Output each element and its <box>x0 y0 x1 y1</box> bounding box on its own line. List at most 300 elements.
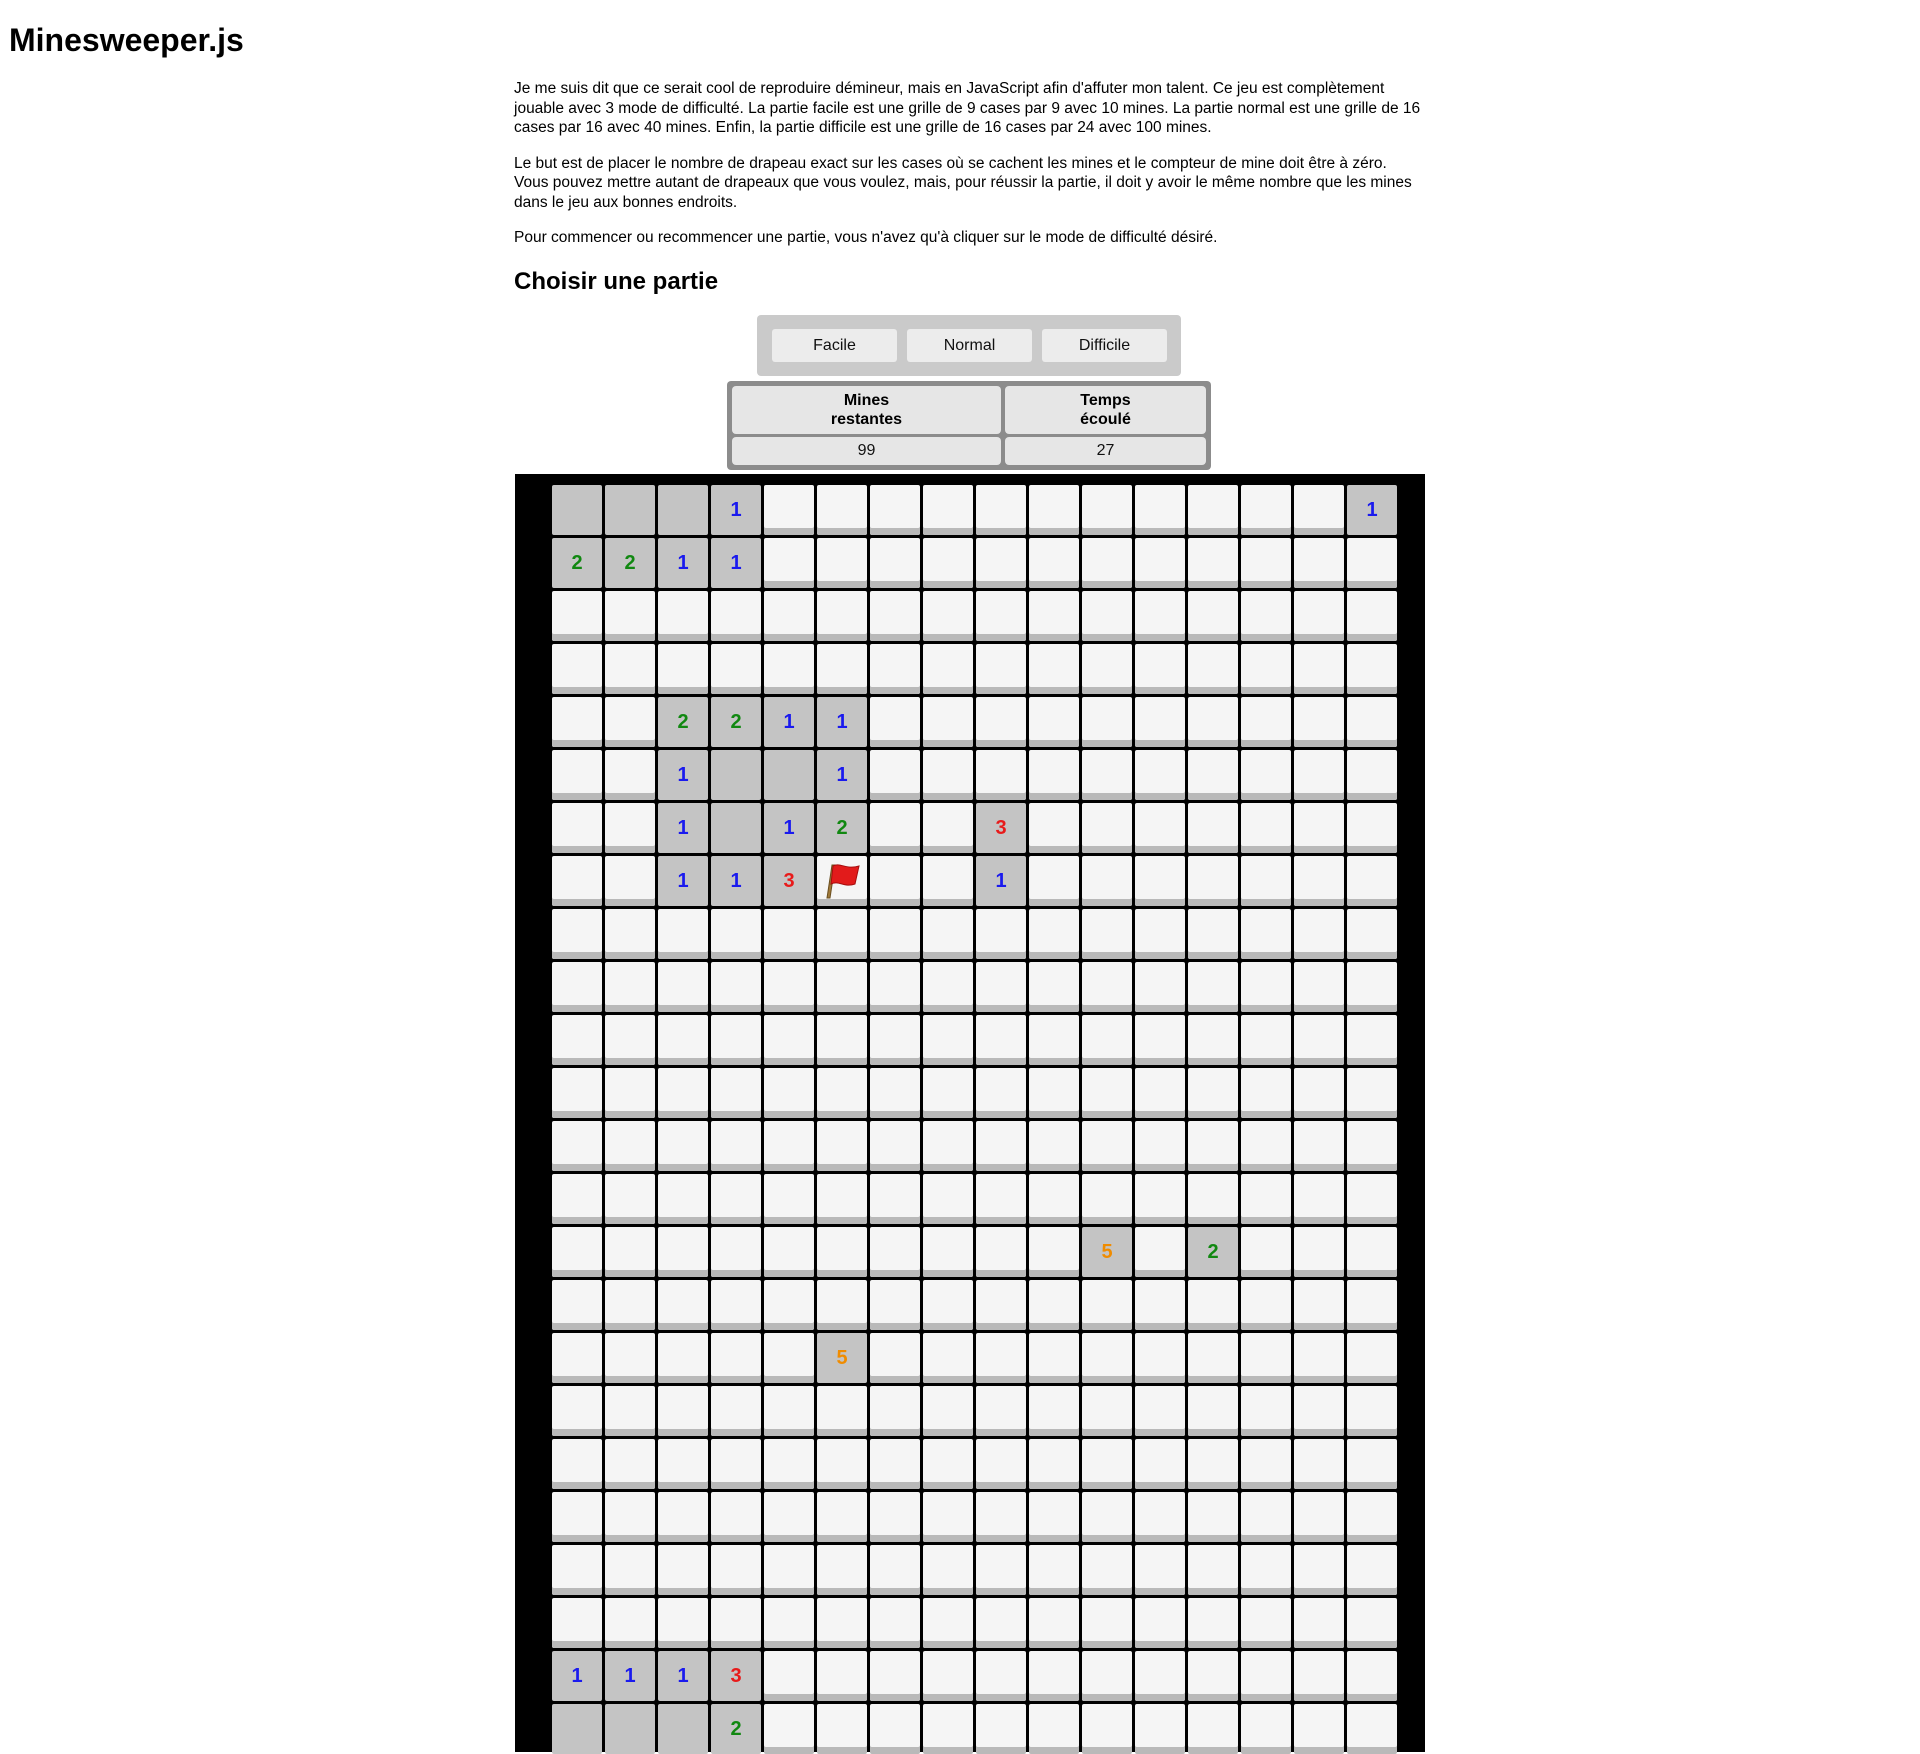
hidden-tile[interactable] <box>764 1333 814 1383</box>
hidden-tile[interactable] <box>1347 1333 1397 1383</box>
hidden-tile[interactable] <box>764 1068 814 1118</box>
hidden-tile[interactable] <box>1241 750 1291 800</box>
hidden-tile[interactable] <box>1241 1174 1291 1224</box>
hidden-tile[interactable] <box>1241 1333 1291 1383</box>
hidden-tile[interactable] <box>1294 485 1344 535</box>
hidden-tile[interactable] <box>976 1598 1026 1648</box>
hidden-tile[interactable] <box>1135 909 1185 959</box>
hidden-tile[interactable] <box>1241 1280 1291 1330</box>
hidden-tile[interactable] <box>870 1068 920 1118</box>
hidden-tile[interactable] <box>1188 1174 1238 1224</box>
hidden-tile[interactable] <box>923 962 973 1012</box>
hidden-tile[interactable] <box>711 1227 761 1277</box>
hidden-tile[interactable] <box>923 1439 973 1489</box>
hidden-tile[interactable] <box>870 644 920 694</box>
hidden-tile[interactable] <box>1082 1333 1132 1383</box>
hidden-tile[interactable] <box>658 1227 708 1277</box>
hidden-tile[interactable] <box>1347 1492 1397 1542</box>
hidden-tile[interactable] <box>1347 1651 1397 1701</box>
hidden-tile[interactable] <box>870 697 920 747</box>
hidden-tile[interactable] <box>1135 644 1185 694</box>
hidden-tile[interactable] <box>1082 538 1132 588</box>
hidden-tile[interactable] <box>552 1280 602 1330</box>
hidden-tile[interactable] <box>1135 1598 1185 1648</box>
hidden-tile[interactable] <box>817 1386 867 1436</box>
hidden-tile[interactable] <box>1029 1015 1079 1065</box>
hidden-tile[interactable] <box>870 1227 920 1277</box>
hidden-tile[interactable] <box>605 1121 655 1171</box>
hidden-tile[interactable] <box>870 1704 920 1754</box>
hidden-tile[interactable] <box>1188 803 1238 853</box>
hidden-tile[interactable] <box>1188 909 1238 959</box>
hidden-tile[interactable] <box>764 1121 814 1171</box>
hidden-tile[interactable] <box>817 485 867 535</box>
hidden-tile[interactable] <box>1029 962 1079 1012</box>
hidden-tile[interactable] <box>870 1333 920 1383</box>
hidden-tile[interactable] <box>658 962 708 1012</box>
hidden-tile[interactable] <box>923 1598 973 1648</box>
hidden-tile[interactable] <box>605 1545 655 1595</box>
hidden-tile[interactable] <box>764 1598 814 1648</box>
hidden-tile[interactable] <box>764 1439 814 1489</box>
hidden-tile[interactable] <box>764 538 814 588</box>
hidden-tile[interactable] <box>1347 1386 1397 1436</box>
hidden-tile[interactable] <box>1294 1068 1344 1118</box>
hidden-tile[interactable] <box>1135 1492 1185 1542</box>
hidden-tile[interactable] <box>711 1439 761 1489</box>
hidden-tile[interactable] <box>658 1545 708 1595</box>
hidden-tile[interactable] <box>1294 1121 1344 1171</box>
hidden-tile[interactable] <box>1241 538 1291 588</box>
hidden-tile[interactable] <box>1241 1598 1291 1648</box>
hidden-tile[interactable] <box>1082 697 1132 747</box>
hidden-tile[interactable] <box>764 1492 814 1542</box>
hidden-tile[interactable] <box>1082 1651 1132 1701</box>
hidden-tile[interactable] <box>817 1121 867 1171</box>
hidden-tile[interactable] <box>1188 1545 1238 1595</box>
hidden-tile[interactable] <box>1241 803 1291 853</box>
hard-button[interactable]: Difficile <box>1042 329 1167 362</box>
hidden-tile[interactable] <box>1188 1439 1238 1489</box>
hidden-tile[interactable] <box>1294 1015 1344 1065</box>
hidden-tile[interactable] <box>1347 1227 1397 1277</box>
hidden-tile[interactable] <box>923 1068 973 1118</box>
hidden-tile[interactable] <box>1082 1492 1132 1542</box>
hidden-tile[interactable] <box>1188 1280 1238 1330</box>
hidden-tile[interactable] <box>976 1492 1026 1542</box>
hidden-tile[interactable] <box>1029 1598 1079 1648</box>
hidden-tile[interactable] <box>658 1068 708 1118</box>
hidden-tile[interactable] <box>711 1121 761 1171</box>
hidden-tile[interactable] <box>976 1651 1026 1701</box>
hidden-tile[interactable] <box>1029 1439 1079 1489</box>
hidden-tile[interactable] <box>552 1492 602 1542</box>
hidden-tile[interactable] <box>605 697 655 747</box>
hidden-tile[interactable] <box>711 1280 761 1330</box>
hidden-tile[interactable] <box>1188 1492 1238 1542</box>
hidden-tile[interactable] <box>1029 1545 1079 1595</box>
hidden-tile[interactable] <box>923 1492 973 1542</box>
hidden-tile[interactable] <box>1082 856 1132 906</box>
hidden-tile[interactable] <box>1347 1598 1397 1648</box>
hidden-tile[interactable] <box>1135 1651 1185 1701</box>
hidden-tile[interactable] <box>711 1598 761 1648</box>
hidden-tile[interactable] <box>1188 1386 1238 1436</box>
hidden-tile[interactable] <box>764 485 814 535</box>
hidden-tile[interactable] <box>1082 1068 1132 1118</box>
hidden-tile[interactable] <box>1082 1704 1132 1754</box>
hidden-tile[interactable] <box>817 1068 867 1118</box>
hidden-tile[interactable] <box>1029 644 1079 694</box>
hidden-tile[interactable] <box>1188 1598 1238 1648</box>
hidden-tile[interactable] <box>923 697 973 747</box>
hidden-tile[interactable] <box>605 750 655 800</box>
hidden-tile[interactable] <box>711 1492 761 1542</box>
hidden-tile[interactable] <box>817 962 867 1012</box>
hidden-tile[interactable] <box>1294 1333 1344 1383</box>
hidden-tile[interactable] <box>605 1492 655 1542</box>
hidden-tile[interactable] <box>1135 1333 1185 1383</box>
hidden-tile[interactable] <box>1082 644 1132 694</box>
hidden-tile[interactable] <box>1029 538 1079 588</box>
hidden-tile[interactable] <box>870 1439 920 1489</box>
hidden-tile[interactable] <box>923 1280 973 1330</box>
hidden-tile[interactable] <box>1347 1439 1397 1489</box>
hidden-tile[interactable] <box>1082 1280 1132 1330</box>
hidden-tile[interactable] <box>605 1439 655 1489</box>
hidden-tile[interactable] <box>1135 1704 1185 1754</box>
hidden-tile[interactable] <box>1188 644 1238 694</box>
hidden-tile[interactable] <box>870 485 920 535</box>
hidden-tile[interactable] <box>711 1545 761 1595</box>
hidden-tile[interactable] <box>870 1386 920 1436</box>
hidden-tile[interactable] <box>1294 1174 1344 1224</box>
hidden-tile[interactable] <box>1241 697 1291 747</box>
hidden-tile[interactable] <box>605 909 655 959</box>
hidden-tile[interactable] <box>1347 1174 1397 1224</box>
hidden-tile[interactable] <box>1082 1545 1132 1595</box>
hidden-tile[interactable] <box>976 962 1026 1012</box>
hidden-tile[interactable] <box>1135 962 1185 1012</box>
hidden-tile[interactable] <box>1294 962 1344 1012</box>
hidden-tile[interactable] <box>1294 750 1344 800</box>
hidden-tile[interactable] <box>711 644 761 694</box>
hidden-tile[interactable] <box>1135 856 1185 906</box>
hidden-tile[interactable] <box>923 1174 973 1224</box>
hidden-tile[interactable] <box>1135 697 1185 747</box>
hidden-tile[interactable] <box>1347 1068 1397 1118</box>
hidden-tile[interactable] <box>552 856 602 906</box>
hidden-tile[interactable] <box>1294 697 1344 747</box>
hidden-tile[interactable] <box>976 750 1026 800</box>
hidden-tile[interactable] <box>817 538 867 588</box>
hidden-tile[interactable] <box>1241 1439 1291 1489</box>
hidden-tile[interactable] <box>976 1704 1026 1754</box>
hidden-tile[interactable] <box>605 1598 655 1648</box>
hidden-tile[interactable] <box>552 1333 602 1383</box>
hidden-tile[interactable] <box>764 1227 814 1277</box>
hidden-tile[interactable] <box>1135 1015 1185 1065</box>
hidden-tile[interactable] <box>764 1704 814 1754</box>
hidden-tile[interactable] <box>976 1015 1026 1065</box>
hidden-tile[interactable] <box>1294 1227 1344 1277</box>
hidden-tile[interactable] <box>817 1545 867 1595</box>
hidden-tile[interactable] <box>1029 591 1079 641</box>
hidden-tile[interactable] <box>605 803 655 853</box>
hidden-tile[interactable] <box>605 644 655 694</box>
hidden-tile[interactable] <box>976 1439 1026 1489</box>
hidden-tile[interactable] <box>817 1651 867 1701</box>
hidden-tile[interactable] <box>923 1015 973 1065</box>
hidden-tile[interactable] <box>1241 856 1291 906</box>
hidden-tile[interactable] <box>1241 962 1291 1012</box>
hidden-tile[interactable] <box>552 1068 602 1118</box>
hidden-tile[interactable] <box>1082 750 1132 800</box>
hidden-tile[interactable] <box>870 856 920 906</box>
hidden-tile[interactable] <box>976 485 1026 535</box>
hidden-tile[interactable] <box>658 644 708 694</box>
hidden-tile[interactable] <box>711 1333 761 1383</box>
hidden-tile[interactable] <box>1188 1333 1238 1383</box>
hidden-tile[interactable] <box>552 591 602 641</box>
hidden-tile[interactable] <box>976 909 1026 959</box>
hidden-tile[interactable] <box>923 538 973 588</box>
hidden-tile[interactable] <box>1188 1068 1238 1118</box>
hidden-tile[interactable] <box>1029 1333 1079 1383</box>
hidden-tile[interactable] <box>1135 1174 1185 1224</box>
hidden-tile[interactable] <box>817 1598 867 1648</box>
hidden-tile[interactable] <box>1241 485 1291 535</box>
hidden-tile[interactable] <box>658 1174 708 1224</box>
hidden-tile[interactable] <box>1294 856 1344 906</box>
hidden-tile[interactable] <box>552 803 602 853</box>
hidden-tile[interactable] <box>1294 1280 1344 1330</box>
hidden-tile[interactable] <box>1294 1704 1344 1754</box>
hidden-tile[interactable] <box>1347 1704 1397 1754</box>
hidden-tile[interactable] <box>1294 538 1344 588</box>
hidden-tile[interactable] <box>1241 644 1291 694</box>
hidden-tile[interactable] <box>976 1174 1026 1224</box>
hidden-tile[interactable] <box>711 1386 761 1436</box>
hidden-tile[interactable] <box>658 1015 708 1065</box>
hidden-tile[interactable] <box>1029 485 1079 535</box>
hidden-tile[interactable] <box>1347 1121 1397 1171</box>
hidden-tile[interactable] <box>1241 1227 1291 1277</box>
hidden-tile[interactable] <box>870 1015 920 1065</box>
hidden-tile[interactable] <box>1347 591 1397 641</box>
hidden-tile[interactable] <box>552 1015 602 1065</box>
hidden-tile[interactable] <box>1294 909 1344 959</box>
hidden-tile[interactable] <box>923 1121 973 1171</box>
hidden-tile[interactable] <box>711 1015 761 1065</box>
hidden-tile[interactable] <box>976 1121 1026 1171</box>
hidden-tile[interactable] <box>711 962 761 1012</box>
hidden-tile[interactable] <box>1188 697 1238 747</box>
hidden-tile[interactable] <box>764 962 814 1012</box>
hidden-tile[interactable] <box>1029 1174 1079 1224</box>
hidden-tile[interactable] <box>817 909 867 959</box>
hidden-tile[interactable] <box>1082 1439 1132 1489</box>
hidden-tile[interactable] <box>870 803 920 853</box>
hidden-tile[interactable] <box>605 1333 655 1383</box>
hidden-tile[interactable] <box>976 1227 1026 1277</box>
hidden-tile[interactable] <box>1294 1545 1344 1595</box>
hidden-tile[interactable] <box>870 750 920 800</box>
hidden-tile[interactable] <box>1241 1121 1291 1171</box>
hidden-tile[interactable] <box>1294 591 1344 641</box>
hidden-tile[interactable] <box>605 1174 655 1224</box>
hidden-tile[interactable] <box>1188 750 1238 800</box>
hidden-tile[interactable] <box>1241 909 1291 959</box>
hidden-tile[interactable] <box>1347 1545 1397 1595</box>
hidden-tile[interactable] <box>605 591 655 641</box>
hidden-tile[interactable] <box>1241 1015 1291 1065</box>
hidden-tile[interactable] <box>764 1280 814 1330</box>
hidden-tile[interactable] <box>605 1068 655 1118</box>
hidden-tile[interactable] <box>817 1439 867 1489</box>
hidden-tile[interactable] <box>1188 1704 1238 1754</box>
flagged-tile[interactable] <box>817 856 867 906</box>
hidden-tile[interactable] <box>1241 1068 1291 1118</box>
hidden-tile[interactable] <box>552 1174 602 1224</box>
hidden-tile[interactable] <box>658 1333 708 1383</box>
hidden-tile[interactable] <box>923 1386 973 1436</box>
hidden-tile[interactable] <box>605 1015 655 1065</box>
hidden-tile[interactable] <box>923 803 973 853</box>
hidden-tile[interactable] <box>1294 1439 1344 1489</box>
hidden-tile[interactable] <box>1082 1386 1132 1436</box>
hidden-tile[interactable] <box>605 856 655 906</box>
hidden-tile[interactable] <box>764 1651 814 1701</box>
hidden-tile[interactable] <box>1135 485 1185 535</box>
hidden-tile[interactable] <box>976 1280 1026 1330</box>
hidden-tile[interactable] <box>1135 803 1185 853</box>
hidden-tile[interactable] <box>923 1704 973 1754</box>
hidden-tile[interactable] <box>658 591 708 641</box>
hidden-tile[interactable] <box>1029 856 1079 906</box>
hidden-tile[interactable] <box>1029 1492 1079 1542</box>
hidden-tile[interactable] <box>817 1492 867 1542</box>
hidden-tile[interactable] <box>976 538 1026 588</box>
hidden-tile[interactable] <box>923 591 973 641</box>
hidden-tile[interactable] <box>1082 1015 1132 1065</box>
hidden-tile[interactable] <box>923 485 973 535</box>
hidden-tile[interactable] <box>552 697 602 747</box>
hidden-tile[interactable] <box>552 750 602 800</box>
hidden-tile[interactable] <box>1188 1121 1238 1171</box>
hidden-tile[interactable] <box>1347 750 1397 800</box>
normal-button[interactable]: Normal <box>907 329 1032 362</box>
hidden-tile[interactable] <box>764 644 814 694</box>
hidden-tile[interactable] <box>552 644 602 694</box>
hidden-tile[interactable] <box>976 1386 1026 1436</box>
hidden-tile[interactable] <box>1135 750 1185 800</box>
hidden-tile[interactable] <box>1188 538 1238 588</box>
hidden-tile[interactable] <box>605 1386 655 1436</box>
hidden-tile[interactable] <box>1241 1704 1291 1754</box>
hidden-tile[interactable] <box>1294 1492 1344 1542</box>
hidden-tile[interactable] <box>1029 1068 1079 1118</box>
hidden-tile[interactable] <box>658 1121 708 1171</box>
hidden-tile[interactable] <box>870 591 920 641</box>
hidden-tile[interactable] <box>1082 1174 1132 1224</box>
hidden-tile[interactable] <box>1347 644 1397 694</box>
hidden-tile[interactable] <box>1135 1280 1185 1330</box>
hidden-tile[interactable] <box>552 1545 602 1595</box>
hidden-tile[interactable] <box>976 591 1026 641</box>
hidden-tile[interactable] <box>1029 697 1079 747</box>
hidden-tile[interactable] <box>764 591 814 641</box>
hidden-tile[interactable] <box>1241 591 1291 641</box>
hidden-tile[interactable] <box>552 1227 602 1277</box>
hidden-tile[interactable] <box>976 1545 1026 1595</box>
hidden-tile[interactable] <box>764 909 814 959</box>
hidden-tile[interactable] <box>976 644 1026 694</box>
hidden-tile[interactable] <box>552 909 602 959</box>
hidden-tile[interactable] <box>711 591 761 641</box>
hidden-tile[interactable] <box>1082 962 1132 1012</box>
hidden-tile[interactable] <box>658 1492 708 1542</box>
hidden-tile[interactable] <box>870 1280 920 1330</box>
hidden-tile[interactable] <box>605 962 655 1012</box>
hidden-tile[interactable] <box>1188 1651 1238 1701</box>
hidden-tile[interactable] <box>976 1068 1026 1118</box>
hidden-tile[interactable] <box>658 1439 708 1489</box>
hidden-tile[interactable] <box>870 1545 920 1595</box>
hidden-tile[interactable] <box>817 644 867 694</box>
hidden-tile[interactable] <box>1294 1386 1344 1436</box>
hidden-tile[interactable] <box>976 697 1026 747</box>
hidden-tile[interactable] <box>923 1545 973 1595</box>
hidden-tile[interactable] <box>870 1121 920 1171</box>
hidden-tile[interactable] <box>1135 1386 1185 1436</box>
hidden-tile[interactable] <box>817 591 867 641</box>
hidden-tile[interactable] <box>817 1280 867 1330</box>
hidden-tile[interactable] <box>1135 1068 1185 1118</box>
hidden-tile[interactable] <box>1082 1121 1132 1171</box>
hidden-tile[interactable] <box>870 1492 920 1542</box>
hidden-tile[interactable] <box>1188 1015 1238 1065</box>
hidden-tile[interactable] <box>658 1280 708 1330</box>
hidden-tile[interactable] <box>1029 1280 1079 1330</box>
hidden-tile[interactable] <box>817 1227 867 1277</box>
hidden-tile[interactable] <box>1029 1121 1079 1171</box>
hidden-tile[interactable] <box>1029 909 1079 959</box>
hidden-tile[interactable] <box>1188 591 1238 641</box>
hidden-tile[interactable] <box>764 1174 814 1224</box>
hidden-tile[interactable] <box>1294 1651 1344 1701</box>
hidden-tile[interactable] <box>1029 1227 1079 1277</box>
hidden-tile[interactable] <box>817 1704 867 1754</box>
hidden-tile[interactable] <box>1135 538 1185 588</box>
hidden-tile[interactable] <box>1294 644 1344 694</box>
hidden-tile[interactable] <box>1082 591 1132 641</box>
hidden-tile[interactable] <box>1029 1386 1079 1436</box>
hidden-tile[interactable] <box>711 1068 761 1118</box>
hidden-tile[interactable] <box>817 1015 867 1065</box>
hidden-tile[interactable] <box>1188 485 1238 535</box>
hidden-tile[interactable] <box>923 909 973 959</box>
hidden-tile[interactable] <box>923 750 973 800</box>
hidden-tile[interactable] <box>923 856 973 906</box>
hidden-tile[interactable] <box>1188 856 1238 906</box>
hidden-tile[interactable] <box>658 1598 708 1648</box>
hidden-tile[interactable] <box>870 1651 920 1701</box>
hidden-tile[interactable] <box>1029 1704 1079 1754</box>
hidden-tile[interactable] <box>1241 1545 1291 1595</box>
hidden-tile[interactable] <box>1347 856 1397 906</box>
hidden-tile[interactable] <box>1347 538 1397 588</box>
